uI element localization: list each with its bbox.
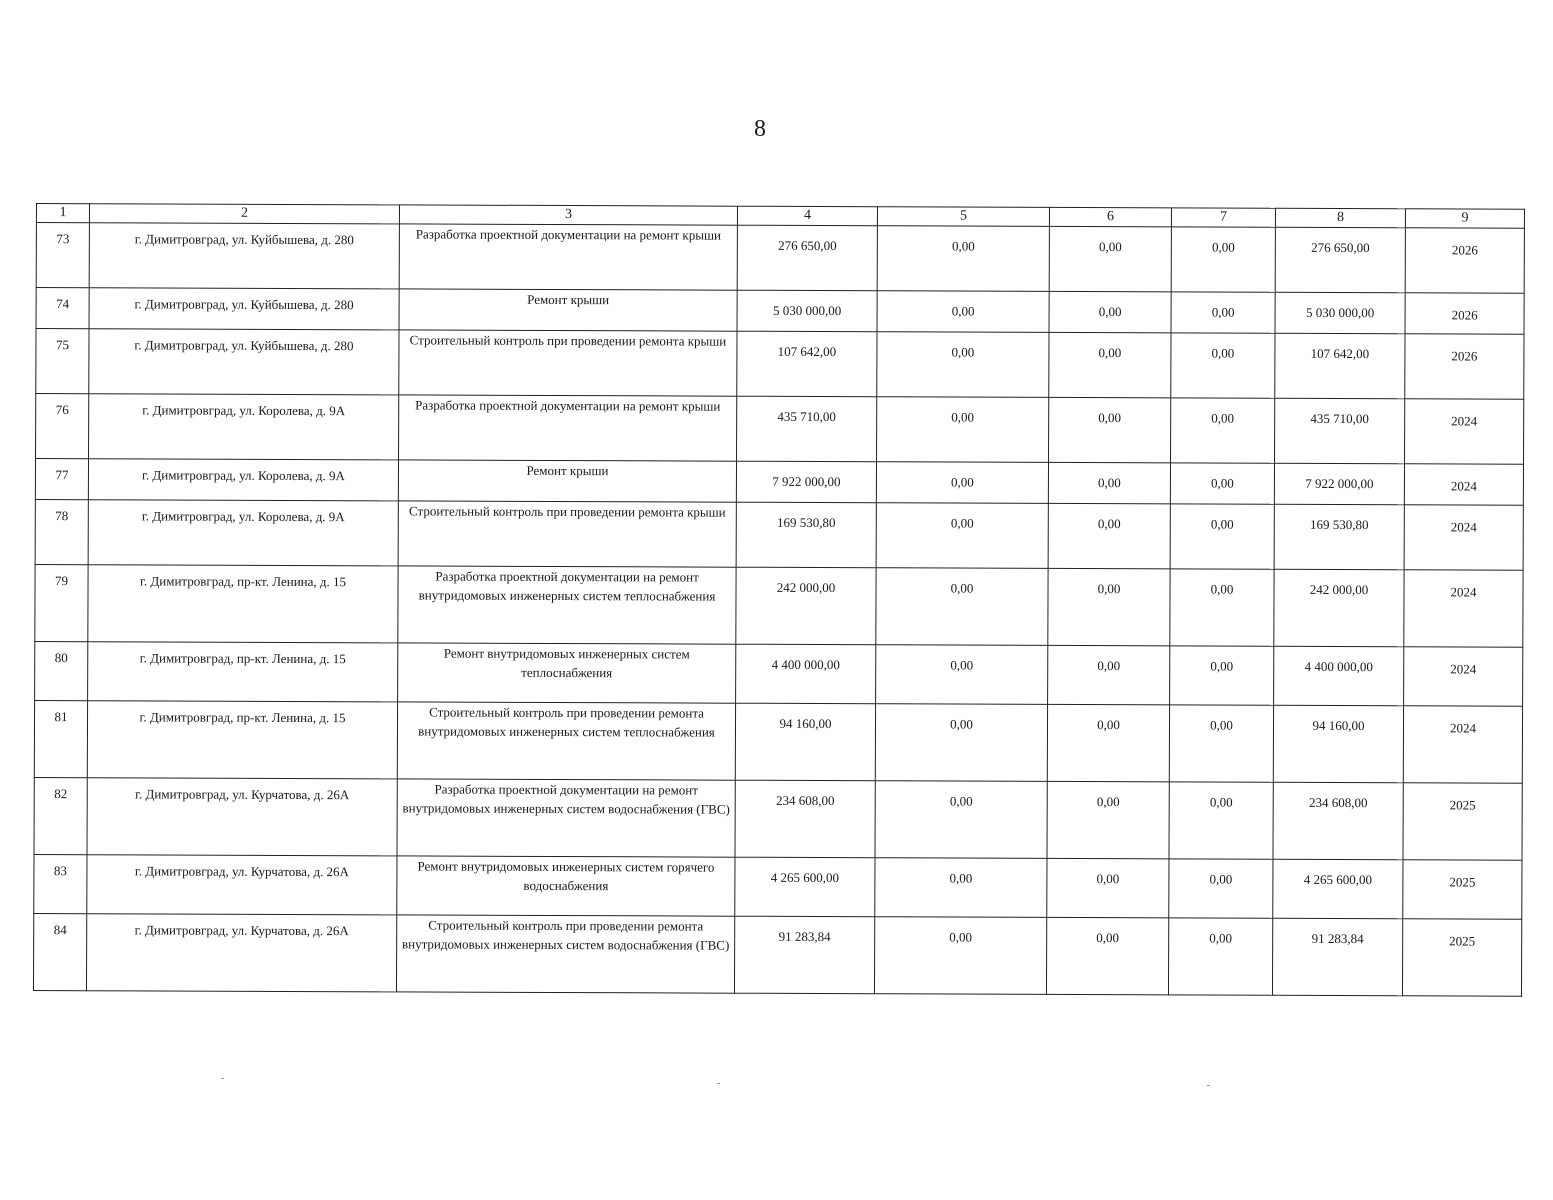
row-col4-amount: 5 030 000,00 (737, 290, 877, 332)
page-number: 8 (754, 116, 766, 142)
row-col5-amount: 0,00 (876, 462, 1048, 504)
row-col7-amount: 0,00 (1170, 504, 1274, 569)
row-col7-amount: 0,00 (1169, 705, 1273, 782)
row-col8-amount: 4 400 000,00 (1274, 646, 1404, 705)
row-year: 2024 (1404, 505, 1523, 570)
row-col4-amount: 107 642,00 (737, 331, 877, 397)
row-work-type: Ремонт внутридомовых инженерных систем теплоснабжения (398, 643, 736, 703)
row-col5-amount: 0,00 (876, 568, 1048, 646)
table-row (34, 854, 1522, 919)
row-number: 80 (35, 641, 88, 700)
table-row (35, 499, 1523, 570)
row-year: 2024 (1404, 647, 1523, 706)
row-col8-amount: 94 160,00 (1273, 705, 1403, 782)
row-year: 2025 (1403, 783, 1522, 860)
row-number: 74 (36, 288, 89, 329)
row-address: г. Димитровград, ул. Королева, д. 9А (88, 459, 398, 501)
row-col6-amount: 0,00 (1046, 917, 1168, 994)
row-col7-amount: 0,00 (1171, 227, 1275, 292)
table-row (36, 394, 1524, 465)
row-col4-amount: 169 530,80 (736, 502, 876, 568)
row-col7-amount: 0,00 (1169, 859, 1273, 918)
table-row (35, 459, 1523, 506)
column-header-5: 5 (877, 207, 1049, 227)
row-address: г. Димитровград, пр-кт. Ленина, д. 15 (88, 642, 398, 702)
row-address: г. Димитровград, ул. Курчатова, д. 26А (87, 778, 397, 856)
column-header-1: 1 (36, 204, 89, 223)
scan-speck (717, 1083, 720, 1084)
row-col6-amount: 0,00 (1049, 291, 1171, 332)
row-col6-amount: 0,00 (1047, 704, 1169, 781)
row-number: 83 (34, 854, 87, 913)
row-col8-amount: 4 265 600,00 (1273, 859, 1403, 918)
row-year: 2024 (1404, 570, 1523, 647)
row-work-type: Строительный контроль при проведении ремонта внутридомовых инженерных систем теплоснабжения (397, 702, 735, 780)
row-work-type: Разработка проектной документации на ремонт внутридомовых инженерных систем водоснабжения (ГВС) (397, 779, 735, 857)
row-address: г. Димитровград, пр-кт. Ленина, д. 15 (87, 701, 397, 779)
row-col4-amount: 94 160,00 (735, 703, 875, 781)
row-work-type: Строительный контроль при проведении ремонта внутридомовых инженерных систем водоснабжения (ГВС) (396, 915, 734, 993)
row-col6-amount: 0,00 (1048, 462, 1170, 503)
row-col8-amount: 242 000,00 (1274, 569, 1404, 646)
row-col7-amount: 0,00 (1168, 918, 1272, 995)
row-col8-amount: 234 608,00 (1273, 782, 1403, 859)
column-header-9: 9 (1405, 209, 1524, 228)
row-col7-amount: 0,00 (1171, 333, 1275, 398)
table-row (36, 223, 1524, 294)
scan-speck (221, 1078, 224, 1079)
row-col6-amount: 0,00 (1049, 226, 1171, 291)
row-col5-amount: 0,00 (877, 397, 1049, 463)
row-col5-amount: 0,00 (875, 704, 1047, 782)
row-col4-amount: 4 265 600,00 (735, 857, 875, 917)
row-col4-amount: 91 283,84 (734, 916, 874, 994)
row-col6-amount: 0,00 (1049, 397, 1171, 462)
row-col7-amount: 0,00 (1170, 463, 1274, 504)
row-col4-amount: 242 000,00 (736, 567, 876, 645)
row-address: г. Димитровград, ул. Курчатова, д. 26А (86, 914, 396, 992)
row-address: г. Димитровград, ул. Курчатова, д. 26А (87, 855, 397, 915)
row-col6-amount: 0,00 (1047, 858, 1169, 917)
row-col5-amount: 0,00 (876, 645, 1048, 705)
row-col4-amount: 435 710,00 (737, 396, 877, 462)
row-col4-amount: 4 400 000,00 (736, 644, 876, 704)
row-year: 2026 (1405, 228, 1524, 293)
row-address: г. Димитровград, ул. Куйбышева, д. 280 (89, 223, 399, 289)
row-year: 2024 (1403, 706, 1522, 783)
table-body (33, 223, 1524, 997)
row-col5-amount: 0,00 (875, 781, 1047, 859)
table-row (36, 288, 1524, 335)
row-number: 81 (34, 700, 87, 777)
row-col5-amount: 0,00 (874, 917, 1046, 995)
row-col5-amount: 0,00 (877, 332, 1049, 398)
row-number: 78 (35, 499, 88, 564)
row-col7-amount: 0,00 (1170, 646, 1274, 705)
row-number: 73 (36, 223, 89, 288)
table-row (35, 564, 1523, 647)
row-work-type: Ремонт крыши (399, 289, 737, 331)
row-work-type: Ремонт внутридомовых инженерных систем горячего водоснабжения (397, 856, 735, 916)
row-number: 77 (35, 459, 88, 500)
program-table (33, 203, 1525, 997)
row-col8-amount: 107 642,00 (1275, 333, 1405, 398)
row-number: 76 (36, 394, 89, 459)
column-header-8: 8 (1275, 208, 1405, 227)
row-address: г. Димитровград, ул. Королева, д. 9А (88, 500, 398, 566)
row-work-type: Разработка проектной документации на ремонт внутридомовых инженерных систем теплоснабжения (398, 566, 736, 644)
table-row (34, 700, 1522, 783)
row-col7-amount: 0,00 (1171, 398, 1275, 463)
row-work-type: Разработка проектной документации на ремонт крыши (399, 395, 737, 461)
row-address: г. Димитровград, ул. Куйбышева, д. 280 (89, 288, 399, 330)
row-col7-amount: 0,00 (1171, 292, 1275, 333)
row-address: г. Димитровград, пр-кт. Ленина, д. 15 (88, 565, 398, 643)
row-work-type: Ремонт крыши (398, 460, 736, 502)
table-row (34, 777, 1522, 860)
row-number: 84 (33, 913, 86, 990)
column-header-2: 2 (89, 204, 399, 224)
column-header-3: 3 (399, 205, 737, 225)
row-col4-amount: 276 650,00 (737, 225, 877, 291)
row-col5-amount: 0,00 (877, 226, 1049, 292)
row-number: 75 (36, 329, 89, 394)
column-header-7: 7 (1171, 208, 1275, 227)
row-number: 82 (34, 777, 87, 854)
row-year: 2026 (1405, 293, 1524, 334)
row-col4-amount: 234 608,00 (735, 780, 875, 858)
row-col6-amount: 0,00 (1048, 645, 1170, 704)
row-col6-amount: 0,00 (1048, 503, 1170, 568)
row-col5-amount: 0,00 (877, 291, 1049, 333)
row-work-type: Строительный контроль при проведении ремонта крыши (399, 330, 737, 396)
table-row (35, 641, 1523, 706)
row-col6-amount: 0,00 (1048, 568, 1170, 645)
column-header-4: 4 (737, 206, 877, 226)
row-work-type: Разработка проектной документации на ремонт крыши (399, 224, 737, 290)
row-address: г. Димитровград, ул. Куйбышева, д. 280 (89, 329, 399, 395)
row-col7-amount: 0,00 (1169, 782, 1273, 859)
row-col4-amount: 7 922 000,00 (736, 461, 876, 503)
row-col6-amount: 0,00 (1047, 781, 1169, 858)
row-col8-amount: 276 650,00 (1275, 227, 1405, 292)
table-row (33, 913, 1521, 996)
row-number: 79 (35, 564, 88, 641)
row-col8-amount: 435 710,00 (1275, 398, 1405, 463)
row-year: 2026 (1405, 334, 1524, 399)
column-header-6: 6 (1049, 207, 1171, 226)
row-col8-amount: 5 030 000,00 (1275, 292, 1405, 333)
row-col7-amount: 0,00 (1170, 569, 1274, 646)
row-col5-amount: 0,00 (876, 503, 1048, 569)
row-col8-amount: 91 283,84 (1272, 918, 1402, 995)
scan-speck (1207, 1085, 1210, 1086)
row-year: 2025 (1403, 860, 1522, 919)
row-col8-amount: 169 530,80 (1274, 504, 1404, 569)
row-col6-amount: 0,00 (1049, 332, 1171, 397)
row-work-type: Строительный контроль при проведении ремонта крыши (398, 501, 736, 567)
row-address: г. Димитровград, ул. Королева, д. 9А (89, 394, 399, 460)
row-year: 2024 (1404, 464, 1523, 505)
row-col5-amount: 0,00 (875, 858, 1047, 918)
table-row (36, 329, 1524, 400)
row-year: 2024 (1405, 399, 1524, 464)
row-col8-amount: 7 922 000,00 (1274, 463, 1404, 504)
row-year: 2025 (1402, 919, 1521, 996)
